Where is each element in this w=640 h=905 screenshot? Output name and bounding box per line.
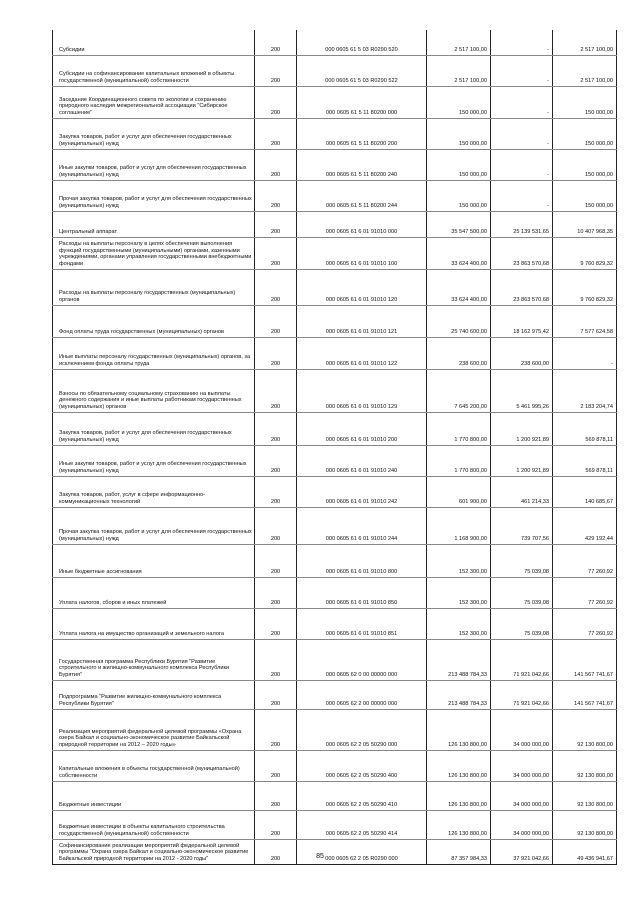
row-unexecuted-amount-cell: 77 260,92 [553,544,617,577]
row-classification-code-cell: 000 0605 61 6 01 91010 200 [297,412,427,445]
row-unexecuted-amount-cell: 2 183 204,74 [553,369,617,412]
row-admin-code-cell: 200 [255,507,297,544]
row-executed-amount-cell: 75 039,08 [491,544,553,577]
row-admin-code-cell: 200 [255,445,297,476]
row-unexecuted-amount-cell: 92 130 800,00 [553,781,617,810]
row-executed-amount-cell: - [491,86,553,118]
page-number: 85 [316,853,324,860]
row-unexecuted-amount-cell: 49 436 941,67 [553,839,617,864]
row-approved-amount-cell: 1 770 800,00 [427,445,491,476]
row-name-cell: Прочая закупка товаров, работ и услуг для обеспечения государственных (муниципальных) нужд [53,507,255,544]
row-approved-amount-cell: 33 624 400,00 [427,269,491,305]
table-row [53,149,617,180]
row-unexecuted-amount-cell: 92 130 800,00 [553,810,617,839]
row-name-cell: Бюджетные инвестиции в объекты капитального строительства государственной (муниципальной) собственности [53,810,255,839]
row-unexecuted-amount-cell: 141 567 741,67 [553,680,617,709]
table-row [53,305,617,337]
row-approved-amount-cell: 152 300,00 [427,577,491,608]
row-admin-code-cell: 200 [255,237,297,269]
row-admin-code-cell: 200 [255,412,297,445]
row-executed-amount-cell: 23 863 570,68 [491,237,553,269]
row-approved-amount-cell: 213 488 784,33 [427,680,491,709]
table-row [53,577,617,608]
row-executed-amount-cell: 1 200 921,89 [491,445,553,476]
row-executed-amount-cell: 34 000 000,00 [491,709,553,750]
row-unexecuted-amount-cell: 569 878,11 [553,445,617,476]
row-name-cell: Субсидии [53,30,255,55]
row-classification-code-cell: 000 0605 61 6 01 91010 100 [297,237,427,269]
row-executed-amount-cell: 37 921 042,66 [491,839,553,864]
row-name-cell: Капитальные вложения в объекты государственной (муниципальной) собственности [53,750,255,781]
row-unexecuted-amount-cell: 150 000,00 [553,180,617,211]
row-admin-code-cell: 200 [255,639,297,680]
row-admin-code-cell: 200 [255,680,297,709]
row-classification-code-cell: 000 0605 61 6 01 91010 120 [297,269,427,305]
row-approved-amount-cell: 238 600,00 [427,337,491,369]
table-row [53,639,617,680]
row-approved-amount-cell: 126 130 800,00 [427,750,491,781]
table-row [53,781,617,810]
row-classification-code-cell: 000 0605 61 6 01 91010 000 [297,211,427,237]
row-executed-amount-cell: 25 139 531,65 [491,211,553,237]
row-classification-code-cell: 000 0605 61 5 11 80200 000 [297,86,427,118]
row-classification-code-cell: 000 0605 61 5 11 80200 200 [297,118,427,149]
table-row [53,544,617,577]
table-row [53,810,617,839]
row-admin-code-cell: 200 [255,86,297,118]
row-name-cell: Софинансирование реализации мероприятий федеральной целевой программы "Охрана озера Байкал и социально-экономическое развитие Байкальской природной территории на 2012 - 2020 годы" [53,839,255,864]
row-name-cell: Субсидии на софинансирование капитальных вложений в объекты государственной (муниципальной) собственности [53,55,255,86]
row-approved-amount-cell: 1 168 900,00 [427,507,491,544]
row-name-cell: Иные бюджетные ассигнования [53,544,255,577]
row-approved-amount-cell: 87 357 984,33 [427,839,491,864]
row-classification-code-cell: 000 0605 62 2 05 50290 410 [297,781,427,810]
row-approved-amount-cell: 152 300,00 [427,544,491,577]
row-approved-amount-cell: 126 130 800,00 [427,781,491,810]
table-row [53,30,617,55]
row-admin-code-cell: 200 [255,55,297,86]
row-executed-amount-cell: - [491,118,553,149]
row-approved-amount-cell: 213 488 784,33 [427,639,491,680]
table-row [53,839,617,864]
row-executed-amount-cell: 18 162 975,42 [491,305,553,337]
row-approved-amount-cell: 1 770 800,00 [427,412,491,445]
row-name-cell: Иные выплаты персоналу государственных (муниципальных) органов, за исключением фонда оплаты труда [53,337,255,369]
row-name-cell: Уплата налога на имущество организаций и земельного налога [53,608,255,639]
row-admin-code-cell: 200 [255,709,297,750]
row-classification-code-cell: 000 0605 61 5 03 R0290 522 [297,55,427,86]
row-admin-code-cell: 200 [255,118,297,149]
row-unexecuted-amount-cell: 92 130 800,00 [553,709,617,750]
table-row [53,476,617,507]
table-row [53,86,617,118]
row-admin-code-cell: 200 [255,180,297,211]
row-unexecuted-amount-cell: 2 517 100,00 [553,30,617,55]
budget-table-sheet [52,30,616,865]
row-executed-amount-cell: 75 039,08 [491,577,553,608]
row-executed-amount-cell: 461 214,33 [491,476,553,507]
row-admin-code-cell: 200 [255,149,297,180]
row-name-cell: Расходы на выплаты персоналу в целях обеспечения выполнения функций государственными (муниципальными) органами, казенными учреждениями, органами управления государственными внебюджетными фондами [53,237,255,269]
row-unexecuted-amount-cell: 7 577 624,58 [553,305,617,337]
row-admin-code-cell: 200 [255,269,297,305]
row-name-cell: Иные закупки товаров, работ и услуг для обеспечения государственных (муниципальных) нужд [53,149,255,180]
row-approved-amount-cell: 601 900,00 [427,476,491,507]
row-unexecuted-amount-cell: 150 000,00 [553,86,617,118]
table-row [53,118,617,149]
row-approved-amount-cell: 25 740 600,00 [427,305,491,337]
table-row [53,180,617,211]
table-row [53,680,617,709]
row-unexecuted-amount-cell: 429 192,44 [553,507,617,544]
table-row [53,750,617,781]
row-classification-code-cell: 000 0605 61 6 01 91010 129 [297,369,427,412]
row-unexecuted-amount-cell: - [553,337,617,369]
row-classification-code-cell: 000 0605 61 6 01 91010 240 [297,445,427,476]
table-row [53,237,617,269]
row-unexecuted-amount-cell: 150 000,00 [553,118,617,149]
row-unexecuted-amount-cell: 140 685,67 [553,476,617,507]
table-row [53,412,617,445]
row-unexecuted-amount-cell: 2 517 100,00 [553,55,617,86]
row-executed-amount-cell: 34 000 000,00 [491,750,553,781]
row-admin-code-cell: 200 [255,476,297,507]
row-admin-code-cell: 200 [255,577,297,608]
row-classification-code-cell: 000 0605 61 5 11 80200 240 [297,149,427,180]
row-admin-code-cell: 200 [255,211,297,237]
row-executed-amount-cell: 5 461 995,26 [491,369,553,412]
row-classification-code-cell: 000 0605 62 2 05 R0290 000 [297,839,427,864]
row-approved-amount-cell: 152 300,00 [427,608,491,639]
row-approved-amount-cell: 150 000,00 [427,118,491,149]
table-row [53,709,617,750]
budget-execution-table [52,30,617,865]
row-approved-amount-cell: 150 000,00 [427,86,491,118]
row-name-cell: Уплата налогов, сборов и иных платежей [53,577,255,608]
row-classification-code-cell: 000 0605 61 5 03 R0290 520 [297,30,427,55]
row-name-cell: Закупка товаров, работ, услуг в сфере информационно-коммуникационных технологий [53,476,255,507]
row-executed-amount-cell: 1 200 921,89 [491,412,553,445]
table-row [53,608,617,639]
row-name-cell: Подпрограмма "Развитие жилищно-коммунального комплекса Республики Бурятия" [53,680,255,709]
row-executed-amount-cell: 739 707,56 [491,507,553,544]
row-admin-code-cell: 200 [255,839,297,864]
row-admin-code-cell: 200 [255,337,297,369]
row-executed-amount-cell: 34 000 000,00 [491,810,553,839]
row-unexecuted-amount-cell: 92 130 800,00 [553,750,617,781]
row-executed-amount-cell: 75 039,08 [491,608,553,639]
row-approved-amount-cell: 126 130 800,00 [427,709,491,750]
row-admin-code-cell: 200 [255,781,297,810]
row-approved-amount-cell: 7 645 200,00 [427,369,491,412]
row-classification-code-cell: 000 0605 61 6 01 91010 122 [297,337,427,369]
row-name-cell: Заседание Координационного совета по экологии и сохранению природного наследия межрегиональной ассоциации "Сибирское соглашение" [53,86,255,118]
row-approved-amount-cell: 33 624 400,00 [427,237,491,269]
row-classification-code-cell: 000 0605 62 2 00 00000 000 [297,680,427,709]
table-row [53,369,617,412]
row-unexecuted-amount-cell: 141 567 741,67 [553,639,617,680]
row-executed-amount-cell: 71 921 042,66 [491,680,553,709]
row-unexecuted-amount-cell: 77 260,92 [553,608,617,639]
row-executed-amount-cell: 71 921 042,66 [491,639,553,680]
table-row [53,55,617,86]
table-row [53,445,617,476]
row-admin-code-cell: 200 [255,544,297,577]
row-admin-code-cell: 200 [255,369,297,412]
row-admin-code-cell: 200 [255,30,297,55]
row-unexecuted-amount-cell: 9 760 829,32 [553,237,617,269]
row-approved-amount-cell: 35 547 500,00 [427,211,491,237]
row-admin-code-cell: 200 [255,810,297,839]
row-admin-code-cell: 200 [255,305,297,337]
row-executed-amount-cell: 34 000 000,00 [491,781,553,810]
row-approved-amount-cell: 126 130 800,00 [427,810,491,839]
row-name-cell: Государственная программа Республики Бурятия "Развитие строительного и жилищно-коммунального комплекса Республики Бурятия" [53,639,255,680]
row-approved-amount-cell: 150 000,00 [427,149,491,180]
row-classification-code-cell: 000 0605 61 6 01 91010 242 [297,476,427,507]
row-classification-code-cell: 000 0605 61 5 11 80200 244 [297,180,427,211]
row-name-cell: Центральный аппарат [53,211,255,237]
row-classification-code-cell: 000 0605 61 6 01 91010 850 [297,577,427,608]
row-unexecuted-amount-cell: 150 000,00 [553,149,617,180]
row-name-cell: Взносы по обязательному социальному страхованию на выплаты денежного содержания и иные выплаты работникам государственных (муниципальных) органов [53,369,255,412]
row-classification-code-cell: 000 0605 62 2 05 50290 414 [297,810,427,839]
row-name-cell: Прочая закупка товаров, работ и услуг для обеспечения государственных (муниципальных) нужд [53,180,255,211]
row-approved-amount-cell: 2 517 100,00 [427,30,491,55]
row-name-cell: Расходы на выплаты персоналу государственных (муниципальных) органов [53,269,255,305]
row-unexecuted-amount-cell: 77 260,92 [553,577,617,608]
row-name-cell: Бюджетные инвестиции [53,781,255,810]
row-classification-code-cell: 000 0605 61 6 01 91010 244 [297,507,427,544]
row-executed-amount-cell: 23 863 570,68 [491,269,553,305]
row-classification-code-cell: 000 0605 61 6 01 91010 121 [297,305,427,337]
row-name-cell: Закупка товаров, работ и услуг для обеспечения государственных (муниципальных) нужд [53,412,255,445]
table-row [53,507,617,544]
row-approved-amount-cell: 150 000,00 [427,180,491,211]
row-executed-amount-cell: - [491,149,553,180]
row-executed-amount-cell: - [491,55,553,86]
row-classification-code-cell: 000 0605 61 6 01 91010 800 [297,544,427,577]
table-row [53,337,617,369]
table-row [53,211,617,237]
row-unexecuted-amount-cell: 569 878,11 [553,412,617,445]
row-executed-amount-cell: 238 600,00 [491,337,553,369]
row-name-cell: Фонд оплаты труда государственных (муниципальных) органов [53,305,255,337]
row-classification-code-cell: 000 0605 61 6 01 91010 851 [297,608,427,639]
row-name-cell: Иные закупки товаров, работ и услуг для обеспечения государственных (муниципальных) нужд [53,445,255,476]
row-admin-code-cell: 200 [255,750,297,781]
row-executed-amount-cell: - [491,30,553,55]
row-classification-code-cell: 000 0605 62 2 05 50290 400 [297,750,427,781]
row-admin-code-cell: 200 [255,608,297,639]
row-classification-code-cell: 000 0605 62 2 05 50290 000 [297,709,427,750]
row-approved-amount-cell: 2 517 100,00 [427,55,491,86]
table-row [53,269,617,305]
row-name-cell: Реализация мероприятий федеральной целевой программы «Охрана озера Байкал и социально-экономическое развитие Байкальской природной территории на 2012 – 2020 годы» [53,709,255,750]
row-executed-amount-cell: - [491,180,553,211]
row-unexecuted-amount-cell: 10 407 968,35 [553,211,617,237]
row-name-cell: Закупка товаров, работ и услуг для обеспечения государственных (муниципальных) нужд [53,118,255,149]
row-classification-code-cell: 000 0605 62 0 00 00000 000 [297,639,427,680]
row-unexecuted-amount-cell: 9 760 829,32 [553,269,617,305]
